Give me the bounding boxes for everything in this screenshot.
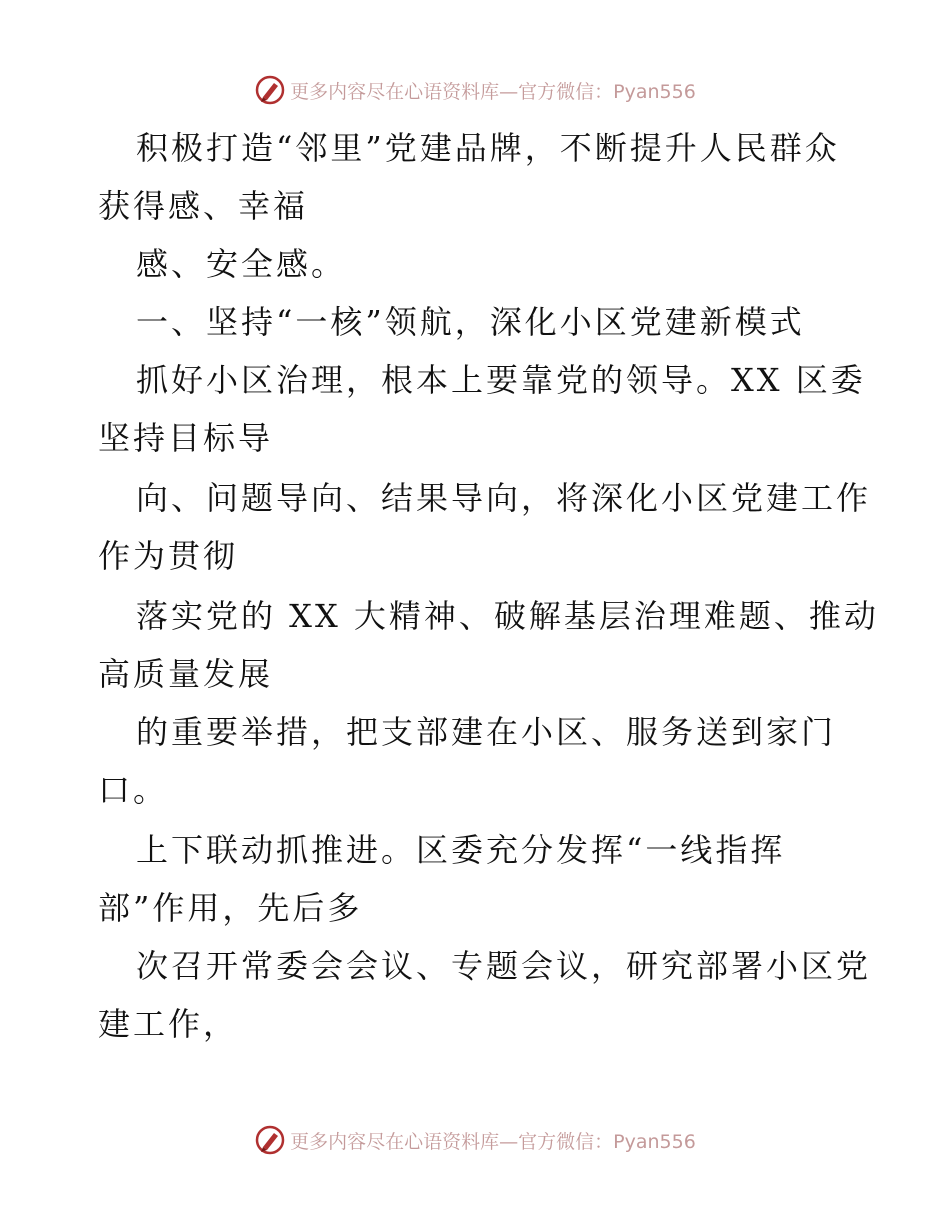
paragraph-line: 作为贯彻	[98, 537, 239, 575]
section-heading: 一、坚持“一核”领航，深化小区党建新模式	[136, 303, 805, 341]
watermark-text: 更多内容尽在心语资料库—官方微信：Pyan556	[290, 1130, 696, 1153]
paragraph-line: 高质量发展	[98, 655, 274, 693]
paragraph-line: 的重要举措，把支部建在小区、服务送到家门	[136, 713, 837, 751]
paragraph-line: 口。	[98, 771, 169, 809]
pen-logo-icon	[254, 1124, 286, 1156]
paragraph-line: 落实党的 XX 大精神、破解基层治理难题、推动	[136, 597, 879, 635]
paragraph-line: 上下联动抓推进。区委充分发挥“一线指挥	[136, 831, 786, 869]
paragraph-line: 坚持目标导	[98, 419, 274, 457]
paragraph-line: 抓好小区治理，根本上要靠党的领导。XX 区委	[136, 361, 866, 399]
paragraph-line: 获得感、幸福	[98, 187, 309, 225]
header-watermark	[0, 70, 950, 110]
footer-watermark	[0, 1120, 950, 1160]
paragraph-line: 向、问题导向、结果导向，将深化小区党建工作	[136, 479, 872, 517]
watermark-text: 更多内容尽在心语资料库—官方微信：Pyan556	[290, 80, 696, 103]
paragraph-line: 积极打造“邻里”党建品牌，不断提升人民群众	[136, 129, 840, 167]
paragraph-line: 次召开常委会会议、专题会议，研究部署小区党	[136, 947, 872, 985]
paragraph-line: 感、安全感。	[136, 245, 347, 283]
pen-logo-icon	[254, 74, 286, 106]
paragraph-line: 建工作，	[98, 1005, 239, 1043]
paragraph-line: 部”作用，先后多	[98, 889, 363, 927]
